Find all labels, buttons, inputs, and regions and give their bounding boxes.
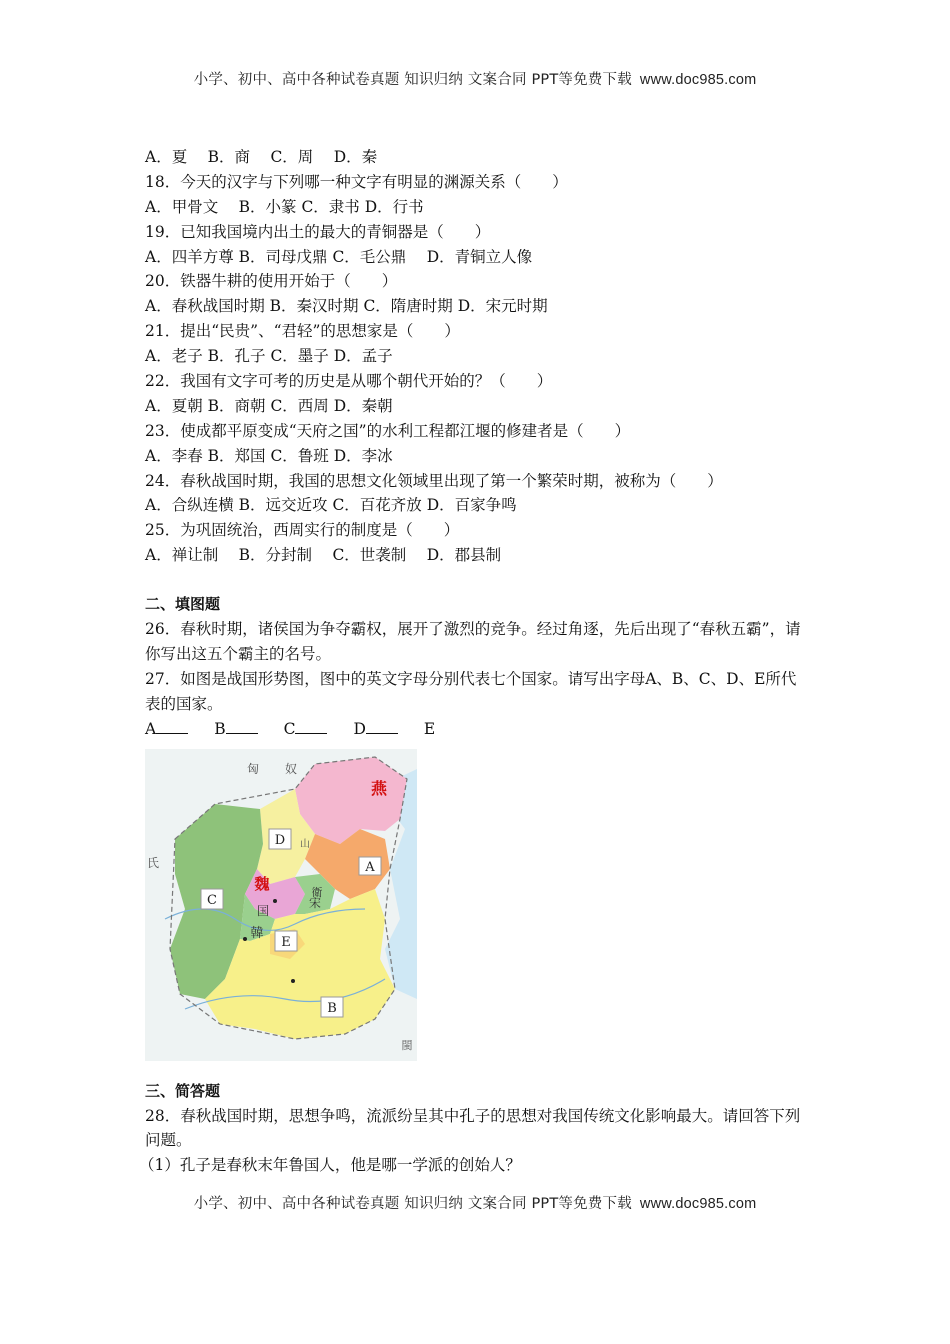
q18-stem: 18．今天的汉字与下列哪一种文字有明显的渊源关系（ ） <box>145 172 568 191</box>
q19-stem: 19．已知我国境内出土的最大的青铜器是（ ） <box>145 222 491 241</box>
map-city-dot <box>291 979 295 983</box>
q20-stem: 20．铁器牛耕的使用开始于（ ） <box>145 272 398 291</box>
q21-stem: 21．提出“民贵”、“君轻”的思想家是（ ） <box>145 322 460 341</box>
blank-label-e: E <box>423 719 436 738</box>
header-text: 小学、初中、高中各种试卷真题 知识归纳 文案合同 PPT等免费下载 <box>193 72 632 88</box>
map-label-b: B <box>327 1000 337 1016</box>
q17-options: A．夏 B．商 C．周 D．秦 <box>145 148 378 166</box>
map-label-guo: 国 <box>256 903 270 918</box>
map-label-yan: 燕 <box>370 778 388 798</box>
q26-stem: 26．春秋时期，诸侯国为争夺霸权，展开了激烈的竞争。经过角逐，先后出现了“春秋五霸”，请你写出这五个霸主的名号。 <box>145 620 801 663</box>
q25-stem: 25．为巩固统治，西周实行的制度是（ ） <box>145 521 460 540</box>
section2-title: 二、填图题 <box>145 595 221 614</box>
q24-options: A．合纵连横 B．远交近攻 C．百花齐放 D．百家争鸣 <box>145 496 517 515</box>
blank-label-d: D <box>353 719 366 738</box>
footer-site[interactable]: www.doc985.com <box>639 1196 757 1212</box>
exam-content <box>139 145 805 1178</box>
map-label-wei2: 衛 <box>311 885 323 899</box>
map-label-shi: 氏 <box>146 855 160 870</box>
map-label-song: 宋 <box>308 895 322 910</box>
map-city-dot <box>273 899 277 903</box>
answer-blanks <box>145 717 805 743</box>
q22-stem: 22．我国有文字可考的历史是从哪个朝代开始的？（ ） <box>145 372 553 391</box>
q19-options: A．四羊方尊 B．司母戊鼎 C．毛公鼎 D．青铜立人像 <box>145 247 533 266</box>
warring-states-map <box>145 749 417 1061</box>
blank-d[interactable] <box>366 717 398 734</box>
map-label-shan: 山 <box>300 838 310 850</box>
map-label-a: A <box>365 859 375 875</box>
q21-options: A．老子 B．孔子 C．墨子 D．孟子 <box>145 347 393 366</box>
q24-stem: 24．春秋战国时期，我国的思想文化领域里出现了第一个繁荣时期，被称为（ ） <box>145 471 723 490</box>
q25-options: A．禅让制 B．分封制 C．世袭制 D．郡县制 <box>145 546 502 565</box>
blank-c[interactable] <box>295 717 327 734</box>
map-label-d: D <box>274 832 286 848</box>
map-label-e: E <box>281 934 291 950</box>
q22-options: A．夏朝 B．商朝 C．西周 D．秦朝 <box>145 396 393 415</box>
map-label-xiongnu2: 奴 <box>284 761 298 776</box>
q23-options: A．李春 B．郑国 C．鲁班 D．李冰 <box>145 446 393 465</box>
blank-a[interactable] <box>156 717 188 734</box>
blank-label-c: C <box>283 719 296 738</box>
blank-b[interactable] <box>226 717 258 734</box>
page-header <box>0 68 950 89</box>
map-label-c: C <box>207 892 217 908</box>
q28-stem: 28．春秋战国时期，思想争鸣，流派纷呈其中孔子的思想对我国传统文化影响最大。请回答下列问题。 <box>145 1106 801 1150</box>
page-footer <box>0 1192 950 1213</box>
map-label-han: 韓 <box>250 925 264 941</box>
map-label-xiongnu1: 匈 <box>246 761 260 776</box>
map-label-wei: 魏 <box>254 874 270 893</box>
blank-label-b: B <box>214 719 226 738</box>
q23-stem: 23．使成都平原变成“天府之国”的水利工程都江堰的修建者是（ ） <box>145 421 631 440</box>
q18-options: A．甲骨文 B．小篆 C．隶书 D．行书 <box>145 197 424 216</box>
q20-options: A．春秋战国时期 B．秦汉时期 C．隋唐时期 D．宋元时期 <box>145 297 548 316</box>
q28-part1: （1）孔子是春秋末年鲁国人，他是哪一学派的创始人？ <box>139 1156 521 1175</box>
header-site[interactable]: www.doc985.com <box>639 72 757 88</box>
map-label-min: 閩 <box>401 1038 413 1052</box>
map-city-dot <box>243 937 247 941</box>
blank-label-a: A <box>145 719 157 738</box>
section3-title: 三、简答题 <box>145 1081 221 1100</box>
footer-text: 小学、初中、高中各种试卷真题 知识归纳 文案合同 PPT等免费下载 <box>193 1196 632 1212</box>
q27-stem: 27．如图是战国形势图，图中的英文字母分别代表七个国家。请写出字母A、B、C、D、E所代表的国家。 <box>145 669 797 713</box>
